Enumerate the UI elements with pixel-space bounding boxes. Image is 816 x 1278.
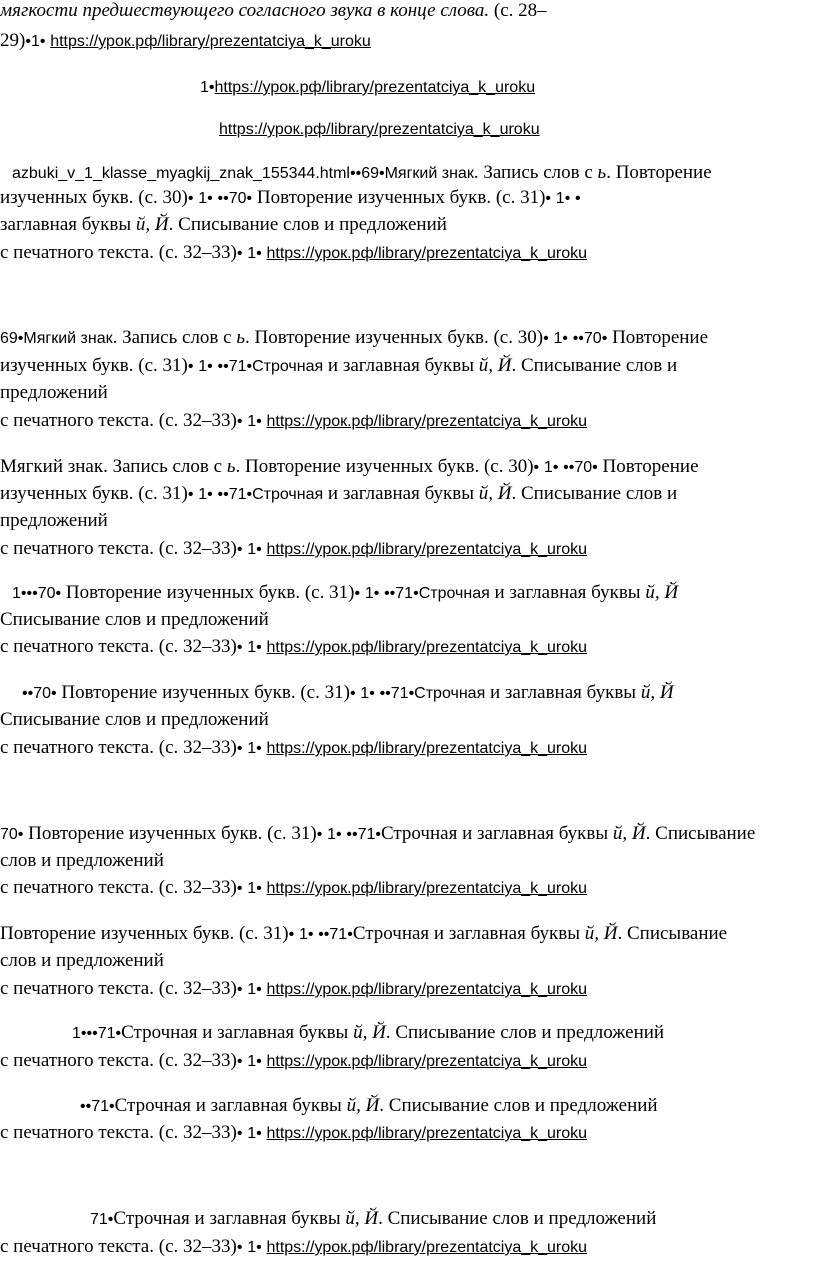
number: 1 — [198, 486, 208, 503]
text: Строчная — [418, 585, 490, 602]
text: и заглавная буквы — [323, 355, 479, 376]
text: . Списывание слов и предложений — [379, 1095, 658, 1116]
text: Списывание слов и предложений — [0, 709, 269, 730]
number: 1 — [327, 826, 336, 843]
bullet: • — [336, 826, 342, 843]
text: Строчная — [121, 1022, 198, 1043]
text: и заглавная буквы — [485, 682, 641, 703]
text: ь — [226, 456, 236, 477]
number: 71 — [91, 1098, 109, 1115]
link[interactable]: https://урок.рф/library/prezentatciya_k_uroku — [266, 1125, 588, 1142]
text: предложений — [0, 510, 108, 531]
bullet: • — [256, 1239, 262, 1256]
number: 1 — [200, 79, 209, 96]
bullet: • — [562, 330, 568, 347]
bullet: • — [236, 981, 243, 998]
bullet: • — [552, 459, 559, 476]
text: 29) — [0, 30, 26, 51]
bullet: • — [51, 685, 57, 702]
text: . Запись слов с — [112, 327, 237, 348]
bullet: • — [236, 639, 243, 656]
text: с печатного текста. (с. 32–33) — [0, 1122, 237, 1143]
bullet: • — [533, 459, 540, 476]
bullet: • — [246, 190, 253, 207]
number: 1 — [247, 981, 257, 998]
text: Строчная — [414, 685, 486, 702]
number: 1 — [247, 639, 257, 656]
text: й, Й — [612, 823, 646, 844]
text-line — [0, 327, 708, 350]
number: 1 — [247, 880, 257, 897]
bullet: • — [545, 190, 552, 207]
number: 1 — [247, 1125, 257, 1142]
bullet: •• — [563, 459, 575, 476]
text: с печатного текста. (с. 32–33) — [0, 636, 237, 657]
link[interactable]: https://урок.рф/library/prezentatciya_k_uroku — [266, 880, 588, 897]
number: 1 — [360, 685, 370, 702]
bullet: • — [115, 1025, 122, 1042]
text: с печатного текста. (с. 32–33) — [0, 877, 237, 898]
bullet: • — [369, 685, 375, 702]
text: . Списывание — [617, 923, 728, 944]
number: 1 — [12, 585, 21, 602]
number: 70 — [0, 826, 18, 843]
bullet: • — [236, 740, 243, 757]
text: изученных букв. (с. 31) — [0, 355, 188, 376]
bullet: • — [307, 926, 314, 943]
text: заглавная буквы — [0, 214, 136, 235]
text: Повторение изученных букв. (с. 31) — [65, 582, 355, 603]
number: 71 — [329, 926, 348, 943]
link[interactable]: https://урок.рф/library/prezentatciya_k_uroku — [266, 981, 588, 998]
number: 70 — [37, 585, 56, 602]
number: 1 — [247, 413, 257, 430]
text: . Запись слов с — [473, 162, 598, 183]
text: й, Й — [346, 1095, 380, 1116]
text-line — [0, 538, 587, 561]
bullet: •• — [217, 486, 229, 503]
bullet: • — [288, 926, 295, 943]
text: . Списывание слов и предложений — [378, 1208, 657, 1229]
text: с печатного текста. (с. 32–33) — [0, 538, 237, 559]
bullet: •• — [384, 585, 396, 602]
text: . Списывание слов и предложений — [168, 214, 447, 235]
link[interactable]: https://урок.рф/library/prezentatciya_k_uroku — [50, 33, 371, 50]
number: 1 — [247, 245, 257, 262]
text-line — [12, 582, 685, 605]
number: 1 — [247, 740, 257, 757]
text: мягкости предшествующего согласного звука в конце слова. — [0, 0, 490, 21]
bullet: • — [236, 245, 243, 262]
bullet: • — [408, 685, 415, 702]
bullet: •• — [572, 330, 584, 347]
text: с печатного текста. (с. 32–33) — [0, 737, 237, 758]
text: й, Й — [345, 1208, 379, 1229]
bullet: • — [109, 1098, 115, 1115]
text: Строчная — [252, 486, 324, 503]
text: й, Й — [135, 214, 169, 235]
text: с печатного текста. (с. 32–33) — [0, 242, 237, 263]
text: и заглавная буквы — [190, 1095, 347, 1116]
text: и заглавная буквы — [189, 1208, 346, 1229]
text: Списывание слов и предложений — [0, 609, 269, 630]
text-line — [0, 923, 727, 946]
number: 70 — [33, 685, 51, 702]
bullet: • — [236, 1053, 243, 1070]
text-line — [0, 1050, 587, 1073]
text-line — [0, 1122, 587, 1145]
bullet: • — [316, 826, 323, 843]
text: ь — [597, 162, 607, 183]
text: . Повторение — [606, 162, 712, 183]
bullet: • — [256, 1053, 262, 1070]
text: ь — [236, 327, 245, 348]
bullet: • — [25, 33, 31, 50]
number: 1 — [247, 1053, 257, 1070]
bullet: • — [236, 1125, 243, 1142]
bullet: • — [256, 413, 262, 430]
text: и заглавная буквы — [323, 483, 479, 504]
link[interactable]: https://урок.рф/library/prezentatciya_k_uroku — [266, 413, 588, 430]
bullet: • — [187, 358, 194, 375]
text: и заглавная буквы — [489, 582, 646, 603]
number: 1 — [247, 541, 257, 558]
text-line — [0, 30, 371, 53]
bullet: • — [256, 981, 262, 998]
text: . Списывание — [645, 823, 756, 844]
text-line — [200, 76, 535, 99]
text: й, Й — [645, 582, 679, 603]
bullet: • — [592, 459, 598, 476]
link[interactable]: https://урок.рф/library/prezentatciya_k_uroku — [266, 1053, 588, 1070]
number: 1 — [30, 33, 40, 50]
link[interactable]: https://урок.рф/library/prezentatciya_k_uroku — [266, 639, 588, 656]
text: с печатного текста. (с. 32–33) — [0, 410, 237, 431]
bullet: • — [236, 880, 243, 897]
text: и заглавная буквы — [197, 1022, 354, 1043]
text-line — [0, 850, 164, 872]
text: Повторение изученных букв. (с. 31) — [28, 823, 317, 844]
link[interactable]: https://урок.рф/library/prezentatciya_k_uroku — [266, 1239, 588, 1256]
bullet: • — [208, 79, 215, 96]
text: azbuki_v_1_klasse_myagkij_znak_155344.html — [12, 165, 350, 182]
text: . Списывание слов и — [511, 355, 678, 376]
bullet: • — [236, 1239, 243, 1256]
text-line — [0, 410, 587, 433]
text: Строчная — [114, 1095, 191, 1116]
number: 71 — [390, 685, 409, 702]
text-line — [12, 162, 712, 185]
bullet: • — [236, 413, 243, 430]
text: . Повторение изученных букв. (с. 30) — [235, 456, 534, 477]
link[interactable]: https://урок.рф/library/prezentatciya_k_uroku — [266, 541, 588, 558]
bullet: •• — [217, 358, 229, 375]
bullet: •• — [349, 165, 362, 182]
text-line — [22, 682, 674, 705]
text: с печатного текста. (с. 32–33) — [0, 1050, 237, 1071]
bullet: • — [575, 190, 581, 207]
text: изученных букв. (с. 31) — [0, 483, 188, 504]
text-line — [219, 118, 540, 141]
bullet: ••• — [80, 1025, 98, 1042]
text: . Повторение изученных букв. (с. 30) — [245, 327, 544, 348]
bullet: • — [256, 740, 262, 757]
number: 71 — [357, 826, 376, 843]
text: слов и предложений — [0, 850, 164, 871]
text: й, Й — [584, 923, 618, 944]
text: изученных букв. (с. 30) — [0, 187, 188, 208]
number: 71 — [97, 1025, 116, 1042]
text: Строчная — [113, 1208, 190, 1229]
bullet: •• — [217, 190, 229, 207]
bullet: • — [207, 358, 213, 375]
text-line — [0, 187, 581, 210]
text-line — [0, 950, 164, 972]
text: слов и предложений — [0, 950, 164, 971]
text: Повторение изученных букв. (с. 31) — [0, 923, 289, 944]
bullet: • — [246, 358, 253, 375]
text: . Списывание слов и — [511, 483, 678, 504]
text: Повторение изученных букв — [252, 187, 487, 208]
number: 1 — [72, 1025, 81, 1042]
link[interactable]: https://урок.рф/library/prezentatciya_k_uroku — [219, 121, 540, 138]
bullet: • — [207, 190, 213, 207]
bullet: • — [375, 826, 381, 843]
text: . Списывание слов и предложений — [385, 1022, 665, 1043]
text: . (с. 31) — [486, 187, 546, 208]
link[interactable]: https://урок.рф/library/prezentatciya_k_uroku — [266, 245, 588, 262]
text: Строчная и заглавная буквы — [352, 923, 585, 944]
text: й, Й — [640, 682, 674, 703]
bullet: • — [354, 585, 361, 602]
bullet: • — [413, 585, 419, 602]
text: . Запись слов с — [103, 456, 227, 477]
bullet: • — [378, 165, 385, 182]
bullet: • — [347, 926, 353, 943]
number: 1 — [198, 190, 208, 207]
text-line — [90, 1208, 656, 1231]
link[interactable]: https://урок.рф/library/prezentatciya_k_uroku — [214, 79, 536, 96]
bullet: • — [55, 585, 62, 602]
number: 70 — [574, 459, 593, 476]
text: й, Й — [478, 355, 512, 376]
bullet: • — [256, 245, 262, 262]
bullet: ••• — [20, 585, 38, 602]
link[interactable]: https://урок.рф/library/prezentatciya_k_uroku — [266, 740, 588, 757]
text-line — [0, 483, 677, 506]
text-line — [0, 242, 587, 265]
text: предложений — [0, 382, 108, 403]
number: 1 — [555, 190, 565, 207]
number: 71 — [228, 486, 247, 503]
text: й, Й — [353, 1022, 386, 1043]
text-line — [0, 510, 108, 532]
text: й, Й — [478, 483, 512, 504]
text-line — [0, 382, 108, 404]
text-line — [0, 0, 547, 22]
number: 71 — [228, 358, 247, 375]
text: Повторение — [602, 456, 699, 477]
bullet: • — [564, 190, 571, 207]
text-line — [80, 1095, 658, 1118]
number: 71 — [90, 1211, 108, 1228]
bullet: • — [601, 330, 608, 347]
text-line — [0, 214, 447, 236]
number: 1 — [298, 926, 308, 943]
text: Строчная и заглавная буквы — [380, 823, 613, 844]
bullet: • — [236, 541, 243, 558]
bullet: •• — [22, 685, 34, 702]
bullet: • — [373, 585, 380, 602]
text: с печатного текста. (с. 32–33) — [0, 1236, 237, 1257]
number: 70 — [228, 190, 247, 207]
text-line — [72, 1022, 664, 1045]
bullet: • — [107, 1211, 114, 1228]
text: Мягкий знак — [384, 165, 474, 182]
text-line — [0, 456, 699, 479]
bullet: • — [256, 541, 262, 558]
text-line — [0, 636, 587, 659]
number: 69 — [361, 165, 379, 182]
text: Повторение — [612, 327, 709, 348]
text-line — [0, 1236, 587, 1259]
text: Мягкий знак — [0, 456, 104, 477]
bullet: • — [256, 880, 262, 897]
bullet: •• — [318, 926, 330, 943]
text: Повторение изученных букв. (с. 31) — [61, 682, 350, 703]
bullet: • — [17, 330, 24, 347]
text: Мягкий знак — [23, 330, 113, 347]
bullet: •• — [80, 1098, 92, 1115]
bullet: • — [187, 486, 194, 503]
bullet: • — [39, 33, 46, 50]
number: 69 — [0, 330, 18, 347]
text: Строчная — [252, 358, 324, 375]
bullet: • — [543, 330, 549, 347]
number: 1 — [247, 1239, 257, 1256]
number: 71 — [395, 585, 414, 602]
bullet: •• — [346, 826, 358, 843]
bullet: • — [256, 1125, 262, 1142]
text: с печатного текста. (с. 32–33) — [0, 978, 237, 999]
bullet: •• — [379, 685, 391, 702]
number: 1 — [364, 585, 374, 602]
number: 1 — [543, 459, 553, 476]
text-line — [0, 877, 587, 900]
text-line — [0, 355, 677, 378]
number: 1 — [553, 330, 563, 347]
bullet: • — [17, 826, 24, 843]
text-line — [0, 609, 269, 631]
bullet: • — [256, 639, 262, 656]
bullet: • — [349, 685, 356, 702]
bullet: • — [207, 486, 213, 503]
bullet: • — [187, 190, 194, 207]
text-line — [0, 709, 269, 731]
bullet: • — [246, 486, 253, 503]
text-line — [0, 978, 587, 1001]
number: 70 — [583, 330, 602, 347]
text-line — [0, 737, 587, 760]
number: 1 — [198, 358, 208, 375]
text-line — [0, 823, 755, 846]
text: (с. 28– — [489, 0, 547, 21]
